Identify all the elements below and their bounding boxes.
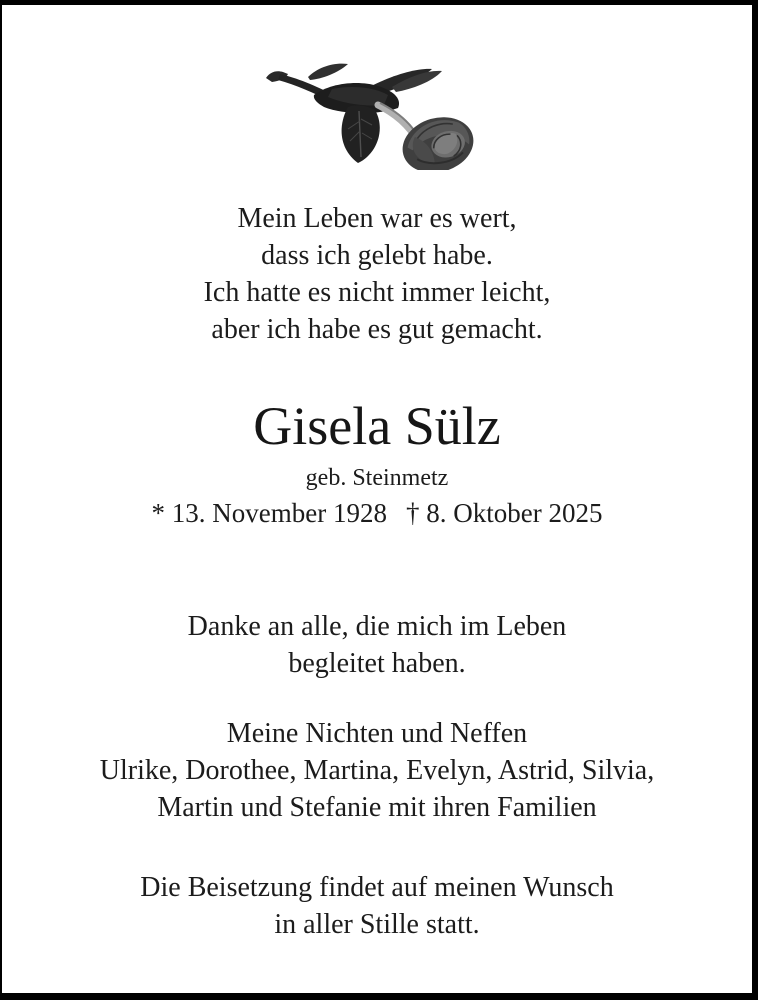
closing-line: in aller Stille statt. — [274, 909, 480, 940]
family-line: Meine Nichten und Neffen — [226, 718, 528, 749]
thanks-text — [2, 608, 752, 682]
closing-line: Die Beisetzung findet auf meinen Wunsch — [140, 872, 614, 903]
rose-image — [262, 55, 492, 170]
verse — [2, 200, 752, 348]
verse-line: Mein Leben war es wert, — [237, 203, 517, 234]
family-line: Martin und Stefanie mit ihren Familien — [157, 792, 597, 823]
thanks-line: Danke an alle, die mich im Leben — [187, 611, 567, 642]
death-date: † 8. Oktober 2025 — [405, 498, 603, 528]
deceased-name: Gisela Sülz — [253, 396, 501, 456]
life-dates — [2, 496, 752, 530]
birth-date: * 13. November 1928 — [151, 498, 387, 528]
family-names — [2, 715, 752, 826]
thanks-line: begleitet haben. — [288, 648, 466, 679]
verse-line: Ich hatte es nicht immer leicht, — [203, 277, 551, 308]
maiden-name: geb. Steinmetz — [305, 465, 449, 491]
rose-icon — [262, 55, 492, 170]
verse-line: aber ich habe es gut gemacht. — [211, 314, 543, 345]
family-line: Ulrike, Dorothee, Martina, Evelyn, Astrid, Silvia, — [99, 755, 655, 786]
verse-line: dass ich gelebt habe. — [261, 240, 493, 271]
closing-text — [2, 869, 752, 943]
